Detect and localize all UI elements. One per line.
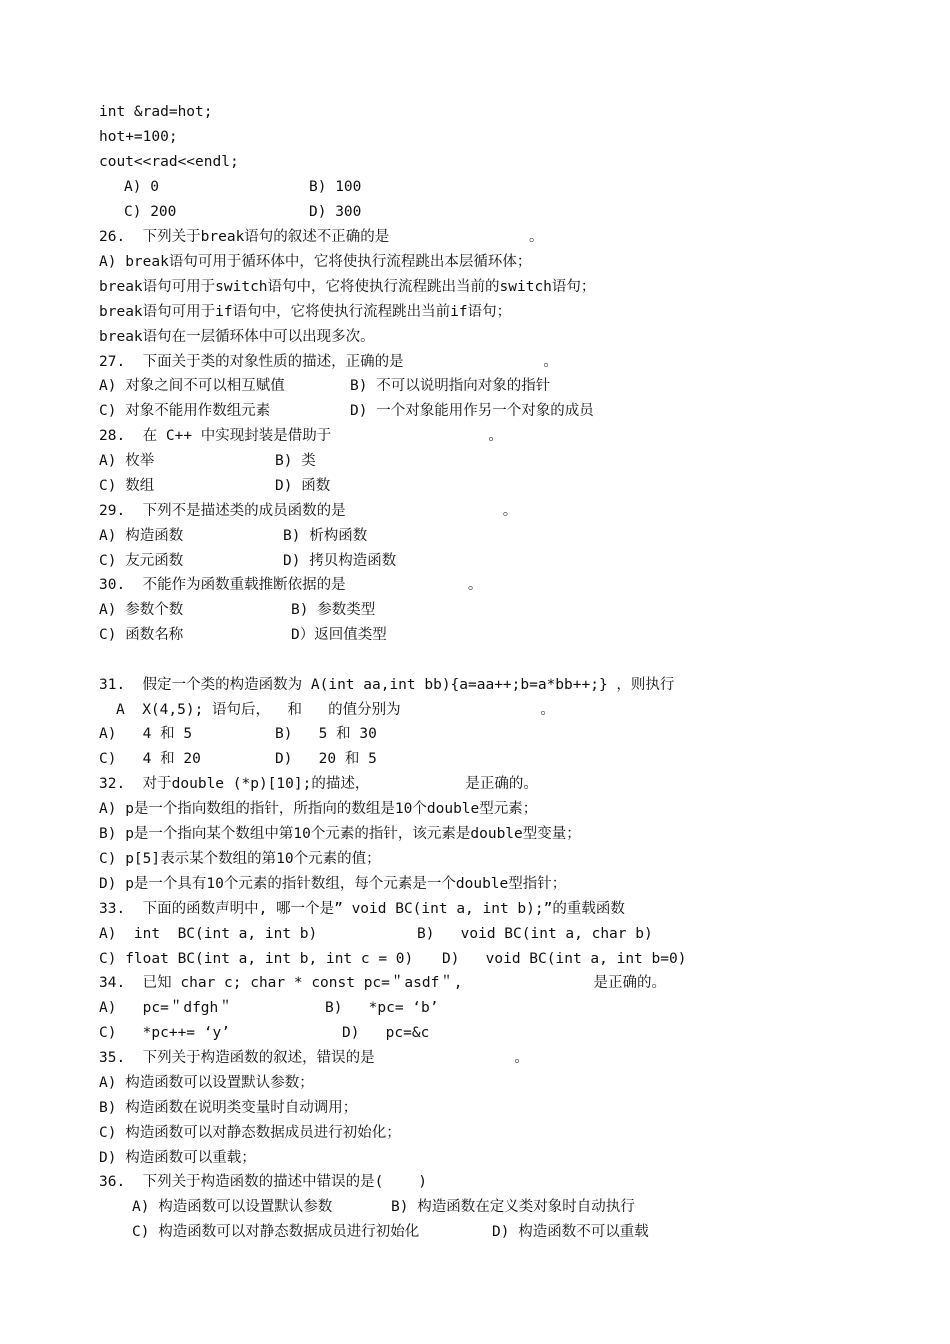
question-31-stem-cont: A X(4,5); 语句后， 和 的值分别为 。 — [116, 702, 555, 718]
option-a: A) 构造函数可以设置默认参数 — [132, 1199, 333, 1215]
option-b: B) 构造函数在定义类对象时自动执行 — [391, 1199, 635, 1215]
option-d: D）返回值类型 — [291, 627, 387, 643]
option-b: B) 5 和 30 — [275, 726, 377, 742]
option-a: A) 枚举 — [99, 453, 155, 469]
option-c: C) 友元函数 — [99, 553, 184, 569]
option-c: C) 200 — [124, 204, 177, 220]
option-d: break语句在一层循环体中可以出现多次。 — [99, 329, 375, 345]
option-a: A) 0 — [124, 179, 159, 195]
option-d: D) 拷贝构造函数 — [283, 553, 397, 569]
option-b: B) 参数类型 — [291, 602, 376, 618]
option-c: C) 函数名称 — [99, 627, 184, 643]
code-line: hot+=100; — [99, 129, 178, 145]
option-c: C) p[5]表示某个数组的第10个元素的值； — [99, 851, 381, 867]
question-33-stem: 33. 下面的函数声明中, 哪一个是” void BC(int a, int b);”的重载函数 — [99, 901, 625, 917]
option-c: C) 4 和 20 — [99, 751, 201, 767]
question-31-stem: 31. 假定一个类的构造函数为 A(int aa,int bb){a=aa++;b=a*bb++;} ，则执行 — [99, 677, 675, 693]
option-a: A) 4 和 5 — [99, 726, 193, 742]
question-28-stem: 28. 在 C++ 中实现封装是借助于 。 — [99, 428, 503, 444]
question-29-stem: 29. 下列不是描述类的成员函数的是 。 — [99, 503, 518, 519]
option-b: B) 不可以说明指向对象的指针 — [350, 378, 551, 394]
question-36-stem: 36. 下列关于构造函数的描述中错误的是( ) — [99, 1174, 428, 1190]
question-27-stem: 27. 下面关于类的对象性质的描述，正确的是 。 — [99, 354, 558, 370]
question-32-stem: 32. 对于double (*p)[10];的描述， 是正确的。 — [99, 776, 538, 792]
option-b: break语句可用于switch语句中，它将使执行流程跳出当前的switch语句； — [99, 279, 596, 295]
option-b: B) *pc= ‘b’ — [325, 1000, 439, 1016]
question-30-stem: 30. 不能作为函数重载推断依据的是 。 — [99, 577, 483, 593]
option-b: B) 类 — [275, 453, 316, 469]
option-a: A) break语句可用于循环体中，它将使执行流程跳出本层循环体； — [99, 254, 532, 270]
option-a: A) pc=＂dfgh＂ — [99, 1000, 233, 1016]
option-d: D) 300 — [309, 204, 362, 220]
option-d: D) 函数 — [275, 478, 331, 494]
option-c: C) 对象不能用作数组元素 — [99, 403, 271, 419]
option-b: B) 构造函数在说明类变量时自动调用； — [99, 1100, 358, 1116]
question-26-stem: 26. 下列关于break语句的叙述不正确的是 。 — [99, 229, 544, 245]
option-b: B) void BC(int a, char b) — [417, 926, 653, 942]
option-b: B) p是一个指向某个数组中第10个元素的指针，该元素是double型变量； — [99, 826, 581, 842]
option-c: C) *pc++= ‘y’ — [99, 1025, 230, 1041]
option-a: A) p是一个指向数组的指针，所指向的数组是10个double型元素； — [99, 801, 538, 817]
option-a: A) 对象之间不可以相互赋值 — [99, 378, 285, 394]
option-a: A) 构造函数可以设置默认参数； — [99, 1075, 314, 1091]
option-c: C) 构造函数可以对静态数据成员进行初始化 — [132, 1224, 420, 1240]
option-c: C) 构造函数可以对静态数据成员进行初始化； — [99, 1125, 401, 1141]
option-d: D) 构造函数可以重载； — [99, 1150, 256, 1166]
option-d: D) void BC(int a, int b=0) — [442, 951, 687, 967]
option-d: D) 20 和 5 — [275, 751, 377, 767]
code-line: int &rad=hot; — [99, 104, 213, 120]
option-a: A) 参数个数 — [99, 602, 184, 618]
question-34-stem: 34. 已知 char c; char * const pc=＂asdf＂, 是正确的。 — [99, 975, 666, 991]
option-a: A) 构造函数 — [99, 528, 184, 544]
code-line: cout<<rad<<endl; — [99, 154, 239, 170]
option-c: break语句可用于if语句中，它将使执行流程跳出当前if语句； — [99, 304, 512, 320]
option-d: D) 一个对象能用作另一个对象的成员 — [350, 403, 594, 419]
option-d: D) pc=&c — [342, 1025, 430, 1041]
option-a: A) int BC(int a, int b) — [99, 926, 318, 942]
option-b: B) 100 — [309, 179, 362, 195]
option-d: D) 构造函数不可以重载 — [492, 1224, 649, 1240]
option-d: D) p是一个具有10个元素的指针数组，每个元素是一个double型指针； — [99, 876, 567, 892]
option-c: C) float BC(int a, int b, int c = 0) — [99, 951, 414, 967]
question-35-stem: 35. 下列关于构造函数的叙述，错误的是 。 — [99, 1050, 529, 1066]
option-c: C) 数组 — [99, 478, 155, 494]
option-b: B) 析构函数 — [283, 528, 368, 544]
